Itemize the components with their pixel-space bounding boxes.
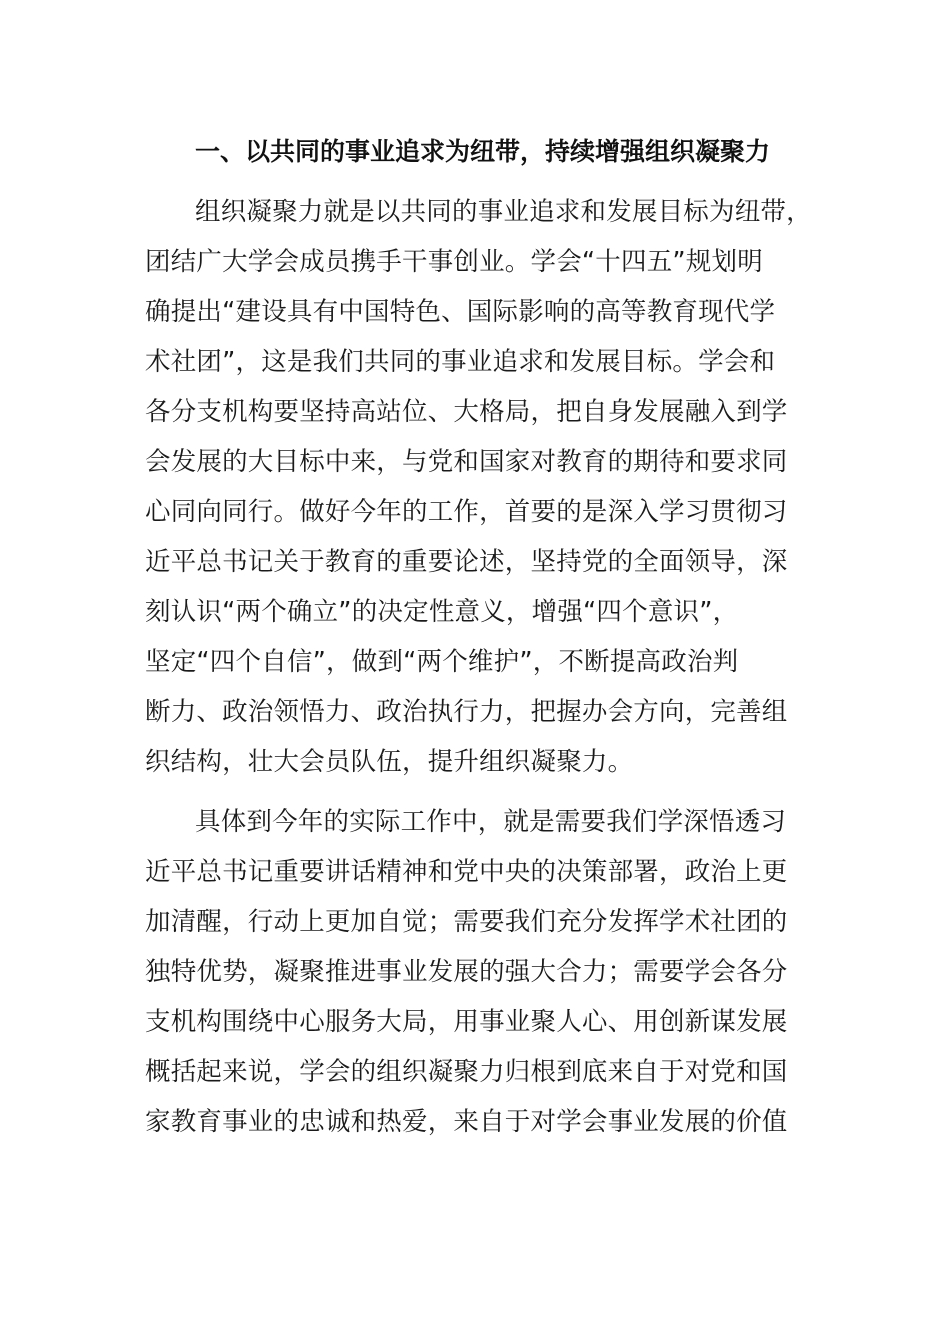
- paragraph-line: 团结广大学会成员携手干事创业。学会“十四五”规划明: [145, 247, 763, 277]
- paragraph-line: 近平总书记重要讲话精神和党中央的决策部署，政治上更: [145, 857, 788, 887]
- paragraph-line: 术社团”，这是我们共同的事业追求和发展目标。学会和: [145, 347, 776, 377]
- paragraph-line: 概括起来说，学会的组织凝聚力归根到底来自于对党和国: [145, 1057, 788, 1087]
- paragraph-line: 加清醒，行动上更加自觉；需要我们充分发挥学术社团的: [145, 907, 788, 937]
- paragraph-line: 组织凝聚力就是以共同的事业追求和发展目标为纽带，: [195, 197, 812, 227]
- paragraph-line: 确提出“建设具有中国特色、国际影响的高等教育现代学: [145, 297, 776, 327]
- paragraph-line: 心同向同行。做好今年的工作，首要的是深入学习贯彻习: [145, 497, 788, 527]
- paragraph-line: 各分支机构要坚持高站位、大格局，把自身发展融入到学: [145, 397, 788, 427]
- paragraph-line: 具体到今年的实际工作中，就是需要我们学深悟透习: [195, 807, 787, 837]
- paragraph-line: 坚定“四个自信”，做到“两个维护”，不断提高政治判: [145, 647, 739, 677]
- paragraph-line: 家教育事业的忠诚和热爱，来自于对学会事业发展的价值: [145, 1107, 788, 1137]
- paragraph-line: 断力、政治领悟力、政治执行力，把握办会方向，完善组: [145, 697, 788, 727]
- paragraph-line: 近平总书记关于教育的重要论述，坚持党的全面领导，深: [145, 547, 788, 577]
- paragraph-line: 织结构，壮大会员队伍，提升组织凝聚力。: [145, 747, 634, 777]
- paragraph-line: 刻认识“两个确立”的决定性意义，增强“四个意识”，: [145, 597, 739, 627]
- section-heading: 一、以共同的事业追求为纽带，持续增强组织凝聚力: [195, 137, 771, 166]
- paragraph-line: 会发展的大目标中来，与党和国家对教育的期待和要求同: [145, 447, 788, 477]
- paragraph-line: 支机构围绕中心服务大局，用事业聚人心、用创新谋发展: [145, 1007, 788, 1037]
- paragraph-line: 独特优势，凝聚推进事业发展的强大合力；需要学会各分: [145, 957, 788, 987]
